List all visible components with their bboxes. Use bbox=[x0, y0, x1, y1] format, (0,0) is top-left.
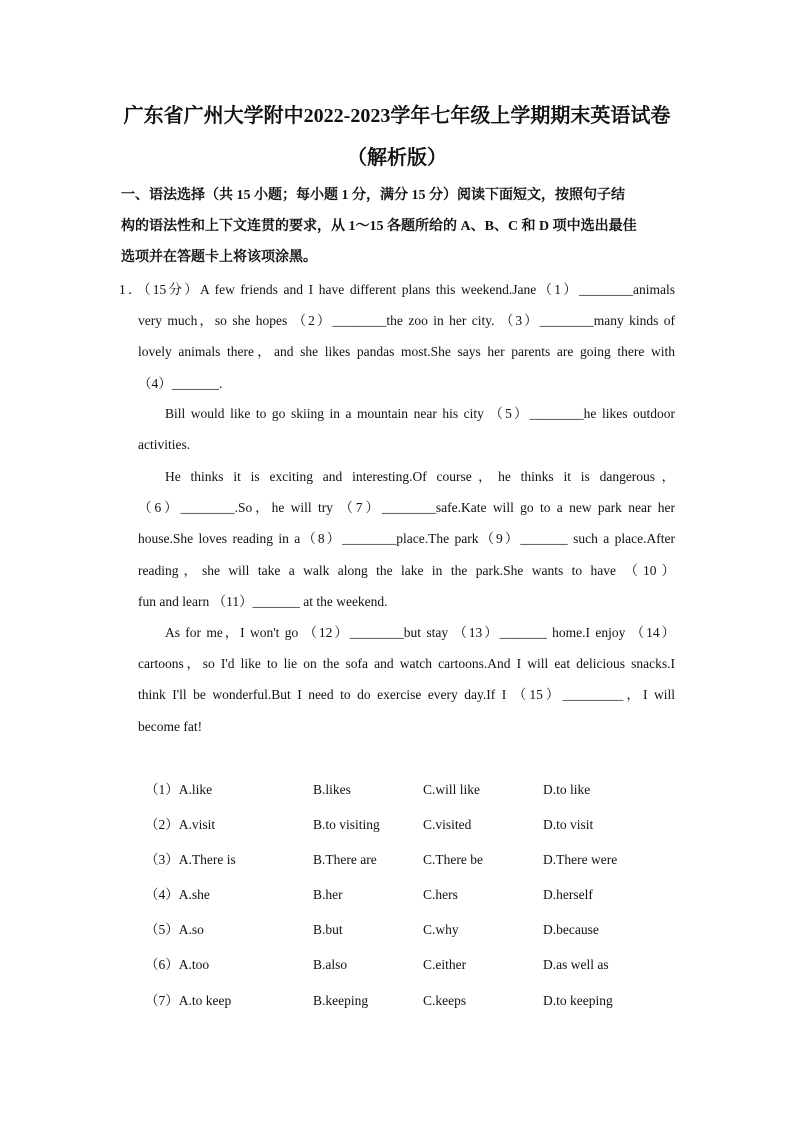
question-paragraph-1 bbox=[119, 274, 675, 399]
instruction-line: 选项并在答题卡上将该项涂黑。 bbox=[121, 250, 317, 265]
option-c[interactable]: C.There be bbox=[423, 852, 483, 868]
option-d[interactable]: D.There were bbox=[543, 852, 618, 868]
option-b[interactable]: B.her bbox=[313, 887, 343, 903]
option-a[interactable]: （1）A.like bbox=[145, 782, 213, 797]
option-d[interactable]: D.to like bbox=[543, 782, 591, 797]
question-paragraph-4 bbox=[138, 617, 675, 742]
option-d[interactable]: D.as well as bbox=[543, 957, 609, 973]
section-instructions bbox=[121, 180, 675, 273]
option-c[interactable]: C.visited bbox=[423, 817, 472, 833]
option-b[interactable]: B.but bbox=[313, 922, 343, 938]
instruction-line: 一、语法选择（共 15 小题；每小题 1 分，满分 15 分）阅读下面短文，按照句子结 bbox=[121, 188, 625, 203]
text-line: As for me，I won't go （12）________but stay （13）_______ home.I enjoy （14） bbox=[165, 625, 675, 640]
text-line: become fat! bbox=[138, 718, 203, 734]
option-a[interactable]: （3）A.There is bbox=[145, 852, 236, 868]
question-paragraph-2 bbox=[138, 398, 675, 460]
option-a[interactable]: （6）A.too bbox=[145, 957, 210, 973]
text-line: reading，she will take a walk along the lake in the park.She wants to have （10） bbox=[138, 562, 675, 578]
document-title: 广东省广州大学附中2022-2023学年七年级上学期期末英语试卷 bbox=[123, 105, 671, 127]
option-a[interactable]: （5）A.so bbox=[145, 922, 204, 938]
option-row-4 bbox=[145, 883, 665, 918]
answer-options bbox=[145, 778, 665, 1024]
option-row-7 bbox=[145, 989, 665, 1024]
option-c[interactable]: C.why bbox=[423, 922, 459, 938]
instruction-line: 构的语法性和上下文连贯的要求，从 1～15 各题所给的 A、B、C 和 D 项中选出最佳 bbox=[121, 219, 637, 234]
question-paragraph-3 bbox=[138, 461, 675, 617]
text-line: very much，so she hopes （2）________the zoo in her city. （3）________many kinds of bbox=[138, 313, 675, 329]
option-row-5 bbox=[145, 918, 665, 953]
document-subtitle: （解析版） bbox=[347, 147, 447, 169]
option-d[interactable]: D.herself bbox=[543, 887, 593, 903]
option-c[interactable]: C.will like bbox=[423, 782, 480, 797]
text-line: think I'll be wonderful.But I need to do exercise every day.If I （15）_________，I will bbox=[138, 687, 675, 703]
option-c[interactable]: C.keeps bbox=[423, 992, 467, 1008]
option-c[interactable]: C.hers bbox=[423, 887, 458, 903]
text-line: house.She loves reading in a（8）________place.The park（9）_______ such a place.After bbox=[138, 531, 675, 547]
option-row-3 bbox=[145, 848, 665, 883]
option-d[interactable]: D.to visit bbox=[543, 817, 594, 833]
option-a[interactable]: （7）A.to keep bbox=[145, 992, 232, 1008]
text-line: cartoons，so I'd like to lie on the sofa and watch cartoons.And I will eat delicious snacks.I bbox=[138, 656, 675, 672]
option-d[interactable]: D.because bbox=[543, 922, 599, 938]
option-b[interactable]: B.also bbox=[313, 957, 348, 973]
text-line: Bill would like to go skiing in a mountain near his city （5）________he likes outdoor bbox=[165, 406, 675, 421]
option-b[interactable]: B.to visiting bbox=[313, 817, 380, 833]
option-b[interactable]: B.keeping bbox=[313, 992, 369, 1008]
option-row-2 bbox=[145, 813, 665, 848]
text-line: （4）_______. bbox=[138, 375, 223, 391]
text-line: fun and learn （11）_______ at the weekend. bbox=[138, 593, 388, 609]
option-b[interactable]: B.likes bbox=[313, 782, 351, 797]
text-line: 1．（15分）A few friends and I have different plans this weekend.Jane（1）________animals bbox=[119, 282, 675, 297]
text-line: He thinks it is exciting and interesting.Of course，he thinks it is dangerous， bbox=[165, 469, 675, 484]
option-d[interactable]: D.to keeping bbox=[543, 992, 613, 1008]
text-line: activities. bbox=[138, 437, 191, 453]
text-line: （6）________.So，he will try （7）________safe.Kate will go to a new park near her bbox=[138, 500, 675, 516]
option-a[interactable]: （2）A.visit bbox=[145, 817, 216, 833]
option-b[interactable]: B.There are bbox=[313, 852, 377, 868]
option-c[interactable]: C.either bbox=[423, 957, 467, 973]
text-line: lovely animals there，and she likes pandas most.She says her parents are going there with bbox=[138, 344, 675, 360]
option-a[interactable]: （4）A.she bbox=[145, 887, 210, 903]
option-row-1 bbox=[145, 778, 665, 813]
option-row-6 bbox=[145, 953, 665, 988]
